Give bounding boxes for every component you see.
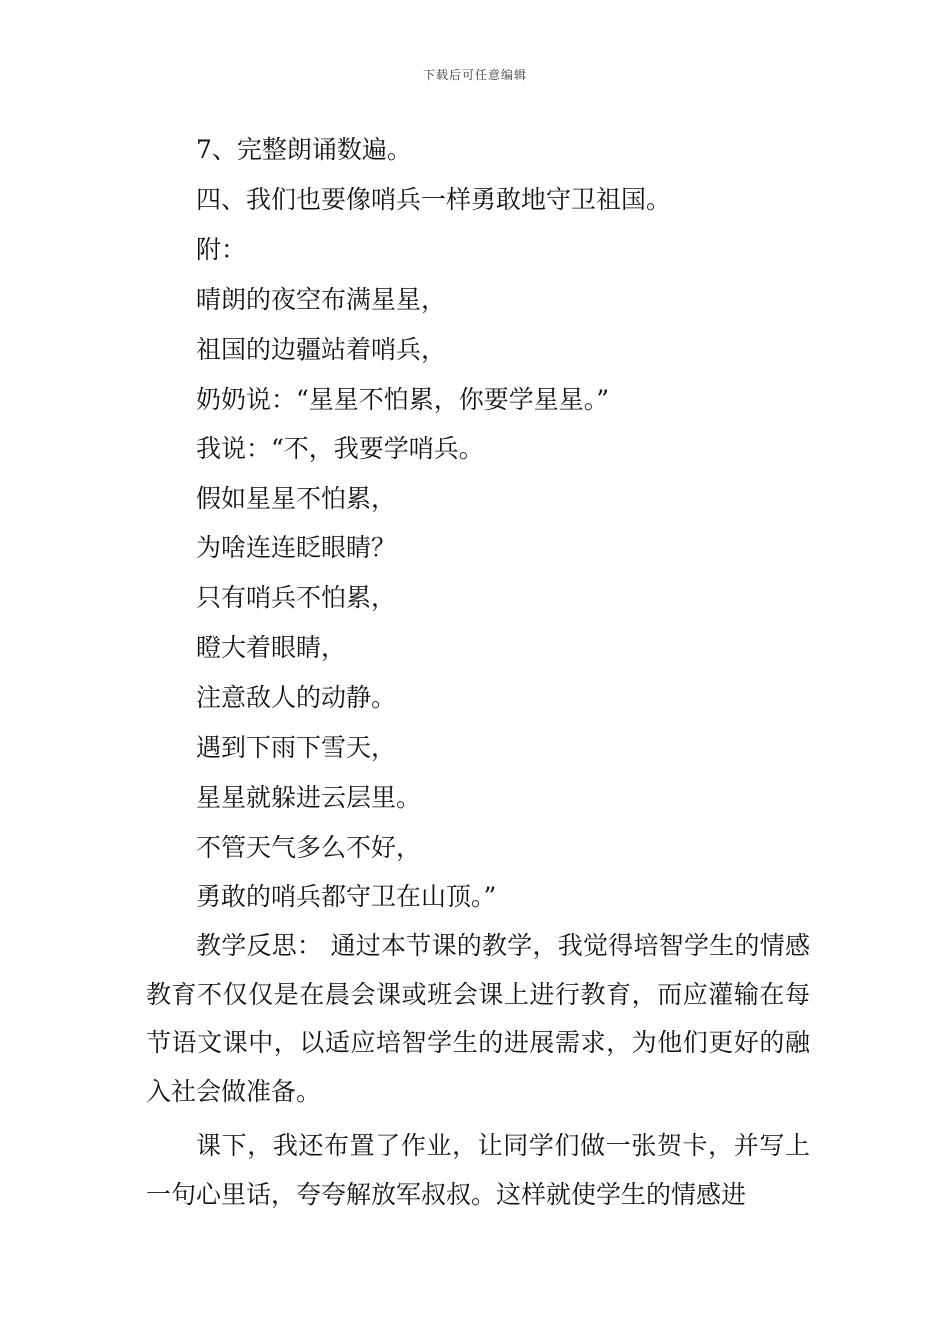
poem-line: 只有哨兵不怕累， [196, 583, 397, 612]
poem-line: 晴朗的夜空布满星星， [196, 285, 447, 314]
homework-paragraph: 课下，我还布置了作业，让同学们做一张贺卡，并写上一句心里话，夸夸解放军叔叔。这样就使学生的情感进 [146, 1131, 810, 1209]
section-4-line: 四、我们也要像哨兵一样勇敢地守卫祖国。 [196, 185, 672, 214]
poem-line: 为啥连连眨眼睛？ [196, 533, 397, 562]
poem-line: 注意敌人的动静。 [196, 683, 397, 712]
poem-line: 瞪大着眼睛， [196, 633, 347, 662]
poem-line: 我说：“不，我要学哨兵。 [196, 434, 484, 463]
teaching-reflection-paragraph: 教学反思： 通过本节课的教学，我觉得培智学生的情感教育不仅仅是在晨会课或班会课上进行教育，而应灌输在每节语文课中，以适应培智学生的进展需求，为他们更好的融入社会做准备。 [146, 931, 810, 1106]
appendix-label: 附： [196, 235, 247, 264]
poem-line: 假如星星不怕累， [196, 484, 397, 513]
poem-line: 祖国的边疆站着哨兵， [196, 335, 447, 364]
poem-line: 勇敢的哨兵都守卫在山顶。” [196, 882, 497, 911]
poem-line: 奶奶说：“星星不怕累，你要学星星。” [196, 385, 610, 414]
poem-line: 遇到下雨下雪天， [196, 733, 397, 762]
page-header-note: 下载后可任意编辑 [422, 68, 527, 82]
poem-line: 不管天气多么不好， [196, 833, 422, 862]
step-7-line: 7、完整朗诵数遍。 [196, 135, 412, 164]
poem-line: 星星就躲进云层里。 [196, 783, 422, 812]
